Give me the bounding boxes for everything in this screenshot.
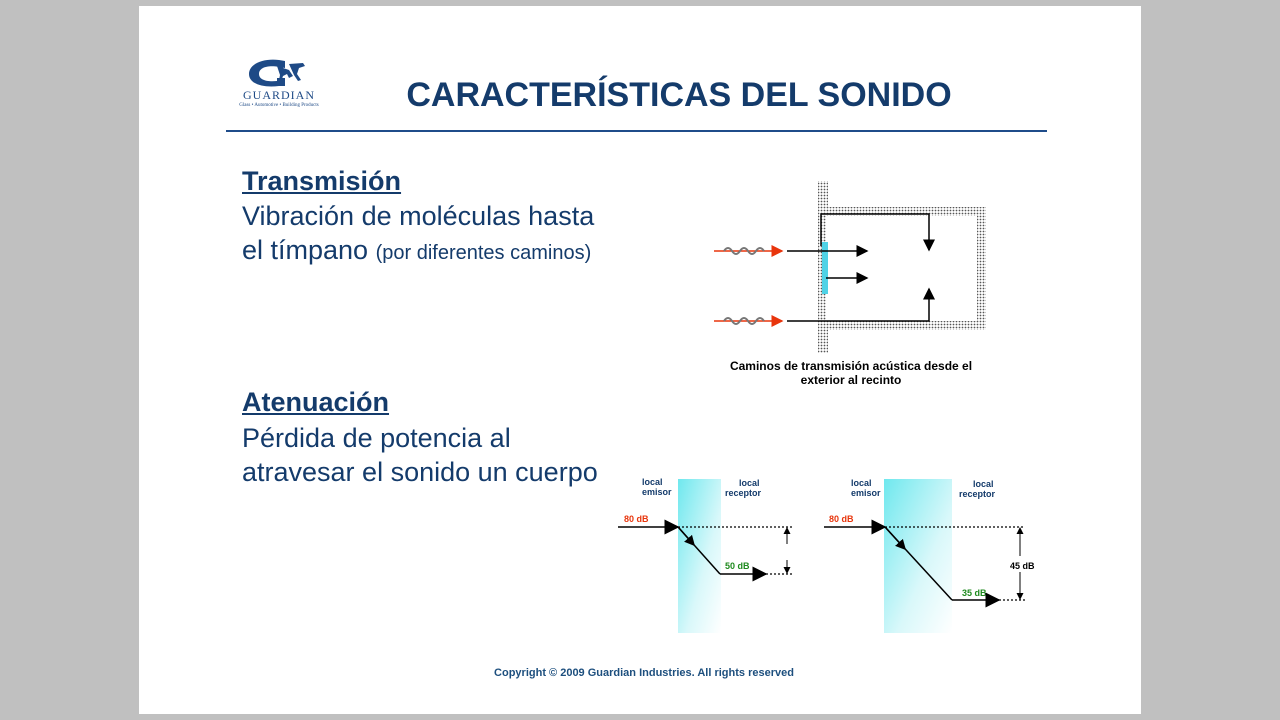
logo-wordmark: GUARDIAN xyxy=(243,88,315,102)
atenuacion-line-1: Pérdida de potencia al xyxy=(242,423,511,453)
d2-difference: 45 dB xyxy=(1010,561,1035,571)
panel-1 xyxy=(678,479,721,633)
d2-receptor-label-1: local xyxy=(973,479,994,489)
d1-output-level: 50 dB xyxy=(725,561,750,571)
d1-emisor-label-1: local xyxy=(642,477,663,487)
d2-input-level: 80 dB xyxy=(829,514,854,524)
transmission-figure-caption xyxy=(719,359,983,387)
logo-tagline: Glass • Automotive • Building Products xyxy=(239,103,319,108)
transmision-heading: Transmisión xyxy=(242,166,402,196)
attenuation-diagrams xyxy=(615,466,1045,636)
attenuation-diagram-2 xyxy=(824,478,1035,633)
atenuacion-line-2: atravesar el sonido un cuerpo xyxy=(242,457,598,487)
d2-emisor-label-2: emisor xyxy=(851,488,881,498)
d2-output-level: 35 dB xyxy=(962,588,987,598)
transmision-line-2-note: (por diferentes caminos) xyxy=(375,242,592,264)
transmission-paths-figure xyxy=(709,176,999,356)
panel-2 xyxy=(884,479,952,633)
transmision-line-2-main: el tímpano xyxy=(242,235,369,265)
page-title: CARACTERÍSTICAS DEL SONIDO xyxy=(406,76,952,114)
atenuacion-heading: Atenuación xyxy=(242,387,390,417)
copyright-footer: Copyright © 2009 Guardian Industries. All rights reserved xyxy=(494,667,794,679)
d1-receptor-label-1: local xyxy=(739,478,760,488)
d1-receptor-label-2: receptor xyxy=(725,488,762,498)
title-divider xyxy=(226,130,1047,132)
slide xyxy=(139,6,1141,714)
d2-receptor-label-2: receptor xyxy=(959,489,996,499)
d2-emisor-label-1: local xyxy=(851,478,872,488)
d1-emisor-label-2: emisor xyxy=(642,487,672,497)
d1-input-level: 80 dB xyxy=(624,514,649,524)
attenuation-diagram-1 xyxy=(618,477,793,633)
transmision-line-2 xyxy=(242,233,591,270)
caption-line-1: Caminos de transmisión acústica desde el xyxy=(729,359,973,373)
transmision-line-1: Vibración de moléculas hasta xyxy=(242,201,595,231)
caption-line-2: exterior al recinto xyxy=(800,373,902,387)
